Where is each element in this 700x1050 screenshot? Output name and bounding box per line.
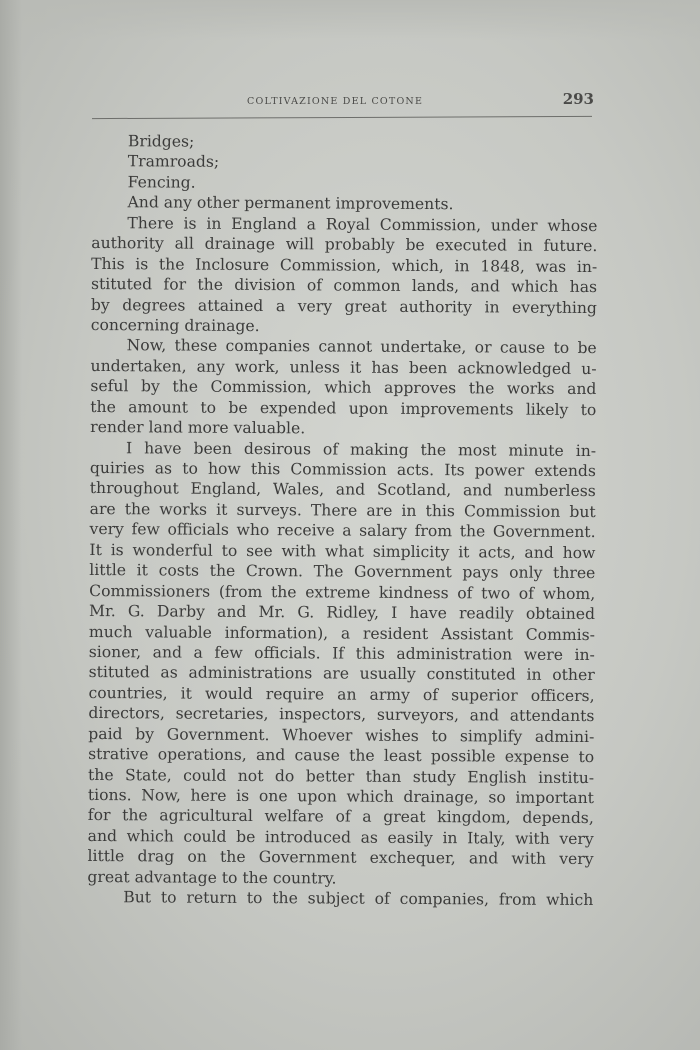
text-line: for the agricultural welfare of a great kingdom, depends,: [87, 806, 594, 828]
text-line: authority all drainage will probably be executed in future.: [91, 234, 598, 256]
text-line: This is the Inclosure Commission, which, in 1848, was in-: [91, 254, 598, 276]
text-line: And any other permanent improvements.: [127, 193, 454, 214]
text-line: quiries as to how this Commission acts. Its power extends: [89, 458, 596, 481]
text-line: stituted as administrations are usually constituted in other: [88, 663, 595, 685]
text-line: and which could be introduced as easily in Italy, with very: [87, 826, 594, 848]
text-line: stituted for the division of common lands, and which has: [91, 275, 598, 297]
text-line: undertaken, any work, unless it has been acknowledged u-: [90, 356, 597, 378]
header-rule: [92, 116, 592, 119]
text-line: strative operations, and cause the least possible expense to: [88, 745, 595, 767]
page-header: [92, 88, 592, 112]
text-line: Commissioners (from the extreme kindness of two of whom,: [89, 581, 596, 603]
text-line: little drag on the Government exchequer, and with very: [87, 847, 594, 869]
text-line: seful by the Commission, which approves the works and: [90, 377, 597, 399]
text-line: But to return to the subject of companies, from which: [123, 888, 594, 910]
text-line: Bridges;: [127, 132, 195, 151]
text-line: great advantage to the country.: [87, 867, 337, 888]
text-line: Fencing.: [127, 173, 196, 192]
running-title: COLTIVAZIONE DEL COTONE: [247, 96, 424, 107]
text-line: tions. Now, here is one upon which drainage, so important: [87, 785, 594, 808]
text-line: much valuable information), a resident Assistant Commis-: [88, 622, 595, 644]
text-line: throughout England, Wales, and Scotland, and numberless: [89, 479, 596, 501]
text-line: Tramroads;: [127, 152, 220, 172]
text-line: concerning drainage.: [90, 315, 260, 335]
text-line: There is in England a Royal Commission, under whose: [127, 213, 598, 235]
text-line: very few officials who receive a salary from the Government.: [89, 520, 596, 542]
text-line: paid by Government. Whoever wishes to simplify admini-: [88, 724, 595, 746]
page-shadow-left: [0, 0, 22, 1050]
text-line: the State, could not do better than study English institu-: [88, 765, 595, 787]
text-line: render land more valuable.: [90, 418, 306, 438]
text-line: sioner, and a few officials. If this administration were in-: [88, 642, 595, 665]
body-text: [87, 131, 598, 911]
text-line: I have been desirous of making the most minute in-: [126, 438, 597, 460]
text-line: little it costs the Crown. The Government pays only three: [89, 561, 596, 583]
text-line: Mr. G. Darby and Mr. G. Ridley, I have readily obtained: [89, 602, 596, 624]
page-shadow-top: [0, 0, 700, 40]
text-line: It is wonderful to see with what simplicity it acts, and how: [89, 540, 596, 562]
text-line: the amount to be expended upon improvements likely to: [90, 397, 597, 419]
page-number: 293: [562, 90, 594, 108]
text-line: Now, these companies cannot undertake, or cause to be: [126, 336, 597, 358]
text-line: countries, it would require an army of superior officers,: [88, 683, 595, 705]
text-line: by degrees attained a very great authority in everything: [90, 295, 597, 317]
text-line: are the works it surveys. There are in this Commission but: [89, 499, 596, 521]
text-line: directors, secretaries, inspectors, surveyors, and attendants: [88, 704, 595, 726]
